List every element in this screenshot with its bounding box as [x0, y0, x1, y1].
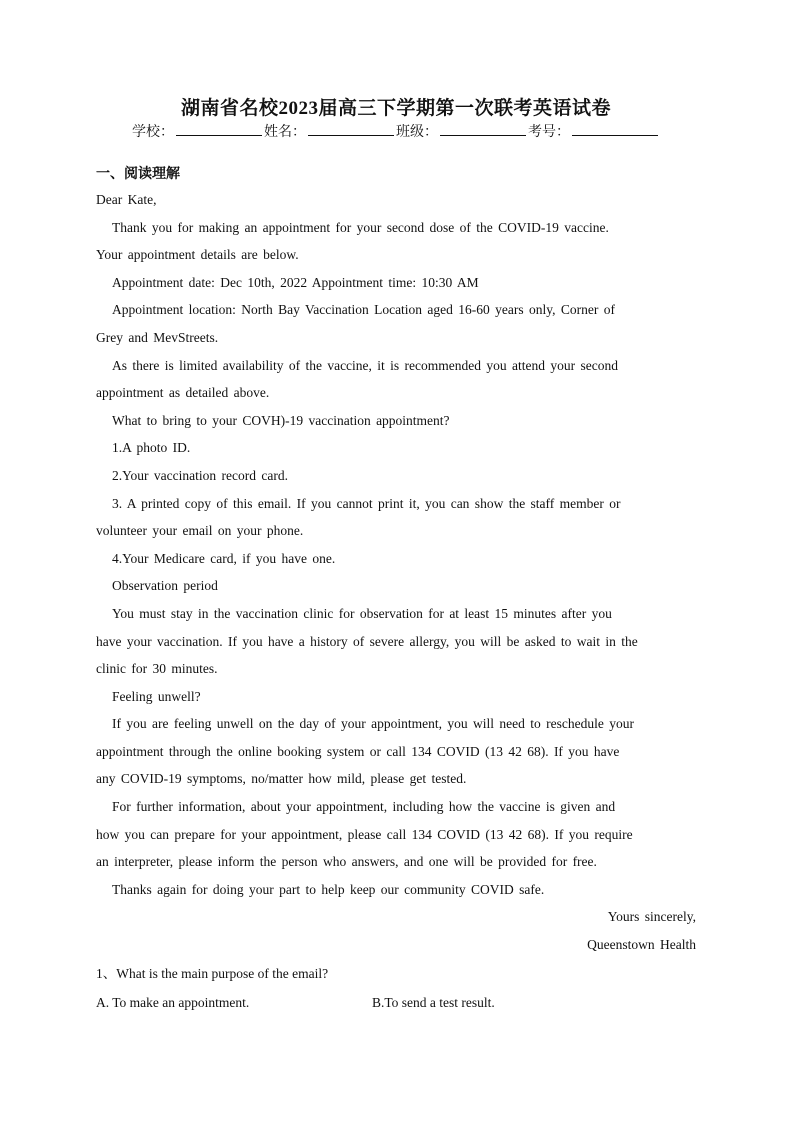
- letter-paragraph: appointment through the online booking system or call 134 COVID (13 42 68). If you have: [96, 743, 620, 759]
- option-a[interactable]: A. To make an appointment.: [96, 994, 250, 1010]
- letter-paragraph: As there is limited availability of the vaccine, it is recommended you attend your second: [112, 357, 618, 373]
- student-info-line: [96, 122, 696, 144]
- letter-paragraph: an interpreter, please inform the person who answers, and one will be provided for free.: [96, 854, 597, 870]
- class-blank[interactable]: [440, 123, 526, 136]
- letter-paragraph: What to bring to your COVH)-19 vaccination appointment?: [112, 412, 450, 428]
- list-item: 4.Your Medicare card, if you have one.: [112, 550, 336, 566]
- exam-number-blank[interactable]: [572, 123, 658, 136]
- letter-paragraph: Your appointment details are below.: [96, 247, 299, 263]
- letter-paragraph: clinic for 30 minutes.: [96, 661, 218, 677]
- list-item: volunteer your email on your phone.: [96, 523, 304, 539]
- exam-number-label: 考号：: [528, 125, 570, 140]
- letter-paragraph: Grey and MevStreets.: [96, 329, 219, 345]
- school-blank[interactable]: [176, 123, 262, 136]
- reading-passage: [96, 186, 696, 959]
- letter-paragraph: how you can prepare for your appointment, please call 134 COVID (13 42 68). If you require: [96, 826, 633, 842]
- letter-paragraph: Thank you for making an appointment for your second dose of the COVID-19 vaccine.: [112, 219, 609, 235]
- letter-paragraph: You must stay in the vaccination clinic for observation for at least 15 minutes after you: [112, 605, 612, 621]
- letter-paragraph: any COVID-19 symptoms, no/matter how mild, please get tested.: [96, 771, 467, 787]
- page-title: 湖南省名校2023届高三下学期第一次联考英语试卷: [180, 98, 611, 119]
- class-label: 班级：: [396, 125, 438, 140]
- list-item: 2.Your vaccination record card.: [112, 467, 288, 483]
- subheading: Observation period: [112, 578, 218, 594]
- option-b[interactable]: B.To send a test result.: [372, 994, 495, 1010]
- list-item: 1.A photo ID.: [112, 440, 191, 456]
- letter-greeting: Dear Kate,: [96, 192, 157, 207]
- exam-page: [96, 96, 696, 1018]
- subheading: Feeling unwell?: [112, 688, 201, 704]
- letter-paragraph: have your vaccination. If you have a history of severe allergy, you will be asked to wait in the: [96, 633, 638, 649]
- name-label: 姓名：: [264, 125, 306, 140]
- section-heading: 一、阅读理解: [96, 167, 180, 182]
- letter-signature: Queenstown Health: [587, 937, 696, 953]
- letter-paragraph: For further information, about your appointment, including how the vaccine is given and: [112, 799, 616, 815]
- letter-paragraph: If you are feeling unwell on the day of your appointment, you will need to reschedule your: [112, 716, 634, 732]
- school-label: 学校：: [132, 125, 174, 140]
- name-blank[interactable]: [308, 123, 394, 136]
- letter-paragraph: appointment as detailed above.: [96, 385, 270, 401]
- letter-paragraph: Appointment date: Dec 10th, 2022 Appointment time: 10:30 AM: [112, 274, 479, 290]
- letter-paragraph: Appointment location: North Bay Vaccination Location aged 16-60 years only, Corner of: [112, 302, 616, 318]
- question-stem: 1、What is the main purpose of the email?: [96, 965, 329, 981]
- letter-closing: Yours sincerely,: [607, 909, 696, 925]
- letter-paragraph: Thanks again for doing your part to help keep our community COVID safe.: [112, 881, 545, 897]
- answer-options: [96, 988, 696, 1018]
- list-item: 3. A printed copy of this email. If you cannot print it, you can show the staff member or: [112, 495, 621, 511]
